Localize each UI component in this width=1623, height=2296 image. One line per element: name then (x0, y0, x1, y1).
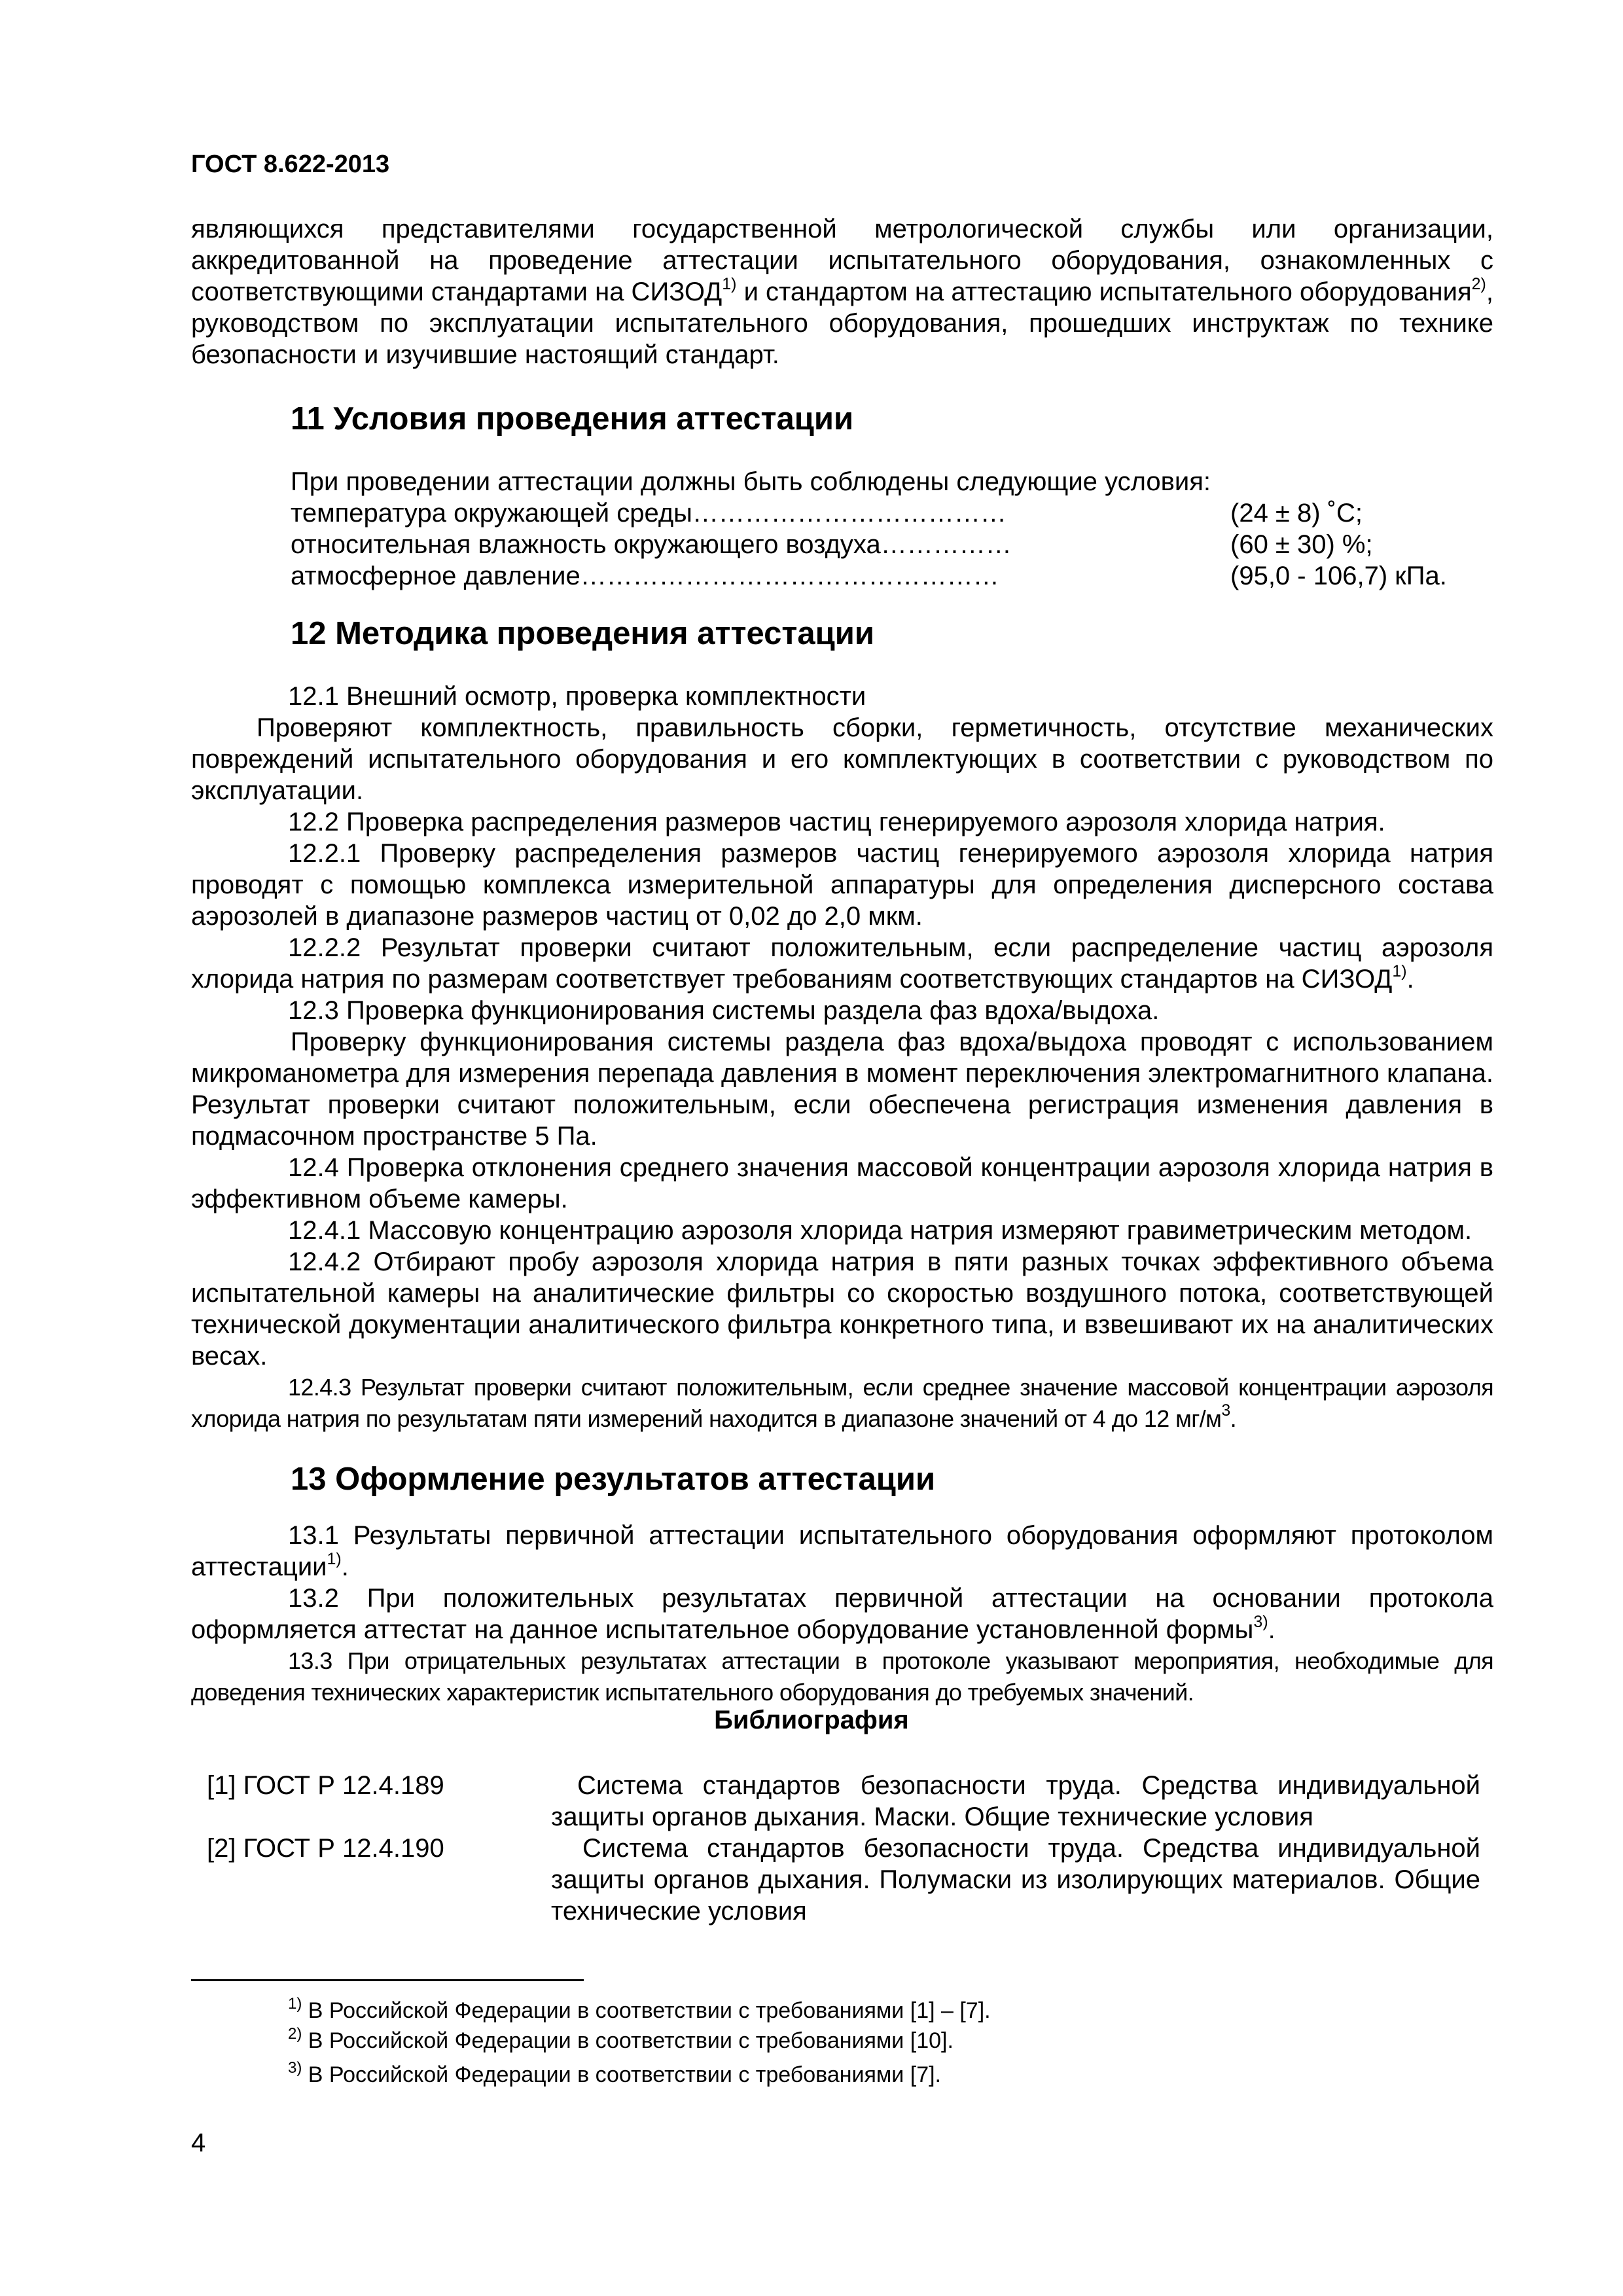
clause-text-end: . (1406, 965, 1414, 994)
clause-text: 12.4.3 Результат проверки считают положительным, если среднее значение массовой концентрации аэрозоля хлорида натрия по результатам пяти измерений находится в диапазоне значений от 4 до 12 мг/м (191, 1374, 1493, 1432)
footnote-mark: 1) (288, 1995, 302, 2013)
clause-13-3: 13.3 При отрицательных результатах аттестации в протоколе указывают мероприятия, необходимые для доведения технических характеристик испытательного оборудования до требуемых значений. (191, 1647, 1493, 1706)
condition-value: (24 ± 8) ˚С; (1230, 499, 1363, 528)
intro-paragraph (191, 213, 1493, 370)
clause-12-4-1: 12.4.1 Массовую концентрацию аэрозоля хлорида натрия измеряют гравиметрическим методом. (288, 1216, 1472, 1245)
clause-12-2-1: 12.2.1 Проверку распределения размеров частиц генерируемого аэрозоля хлорида натрия проводят с помощью комплекса измерительной аппаратуры для определения дисперсного состава аэрозолей в диапазоне размеров частиц от 0,02 до 2,0 мкм. (191, 839, 1493, 931)
page-number: 4 (191, 2128, 206, 2157)
condition-value: (95,0 - 106,7) кПа. (1230, 562, 1447, 590)
bibliography-description: Система стандартов безопасности труда. Средства индивидуальной защиты органов дыхания. Полумаски из изолирующих материалов. Общие технические условия (551, 1834, 1480, 1926)
clause-12-2: 12.2 Проверка распределения размеров частиц генерируемого аэрозоля хлорида натрия. (288, 808, 1385, 836)
condition-value: (60 ± 30) %; (1230, 530, 1373, 559)
section-13-title: 13 Оформление результатов аттестации (291, 1462, 936, 1497)
clause-13-2 (191, 1583, 1493, 1645)
clause-12-3: 12.3 Проверка функционирования системы раздела фаз вдоха/выдоха. (288, 996, 1160, 1025)
condition-label: температура окружающей среды……………………………… (291, 499, 1007, 528)
footnote-ref: 1) (722, 275, 737, 293)
clause-text: 13.2 При положительных результатах первичной аттестации на основании протокола оформляется аттестат на данное испытательное оборудование установленной формы (191, 1584, 1493, 1644)
intro-text-3: , руководством по эксплуатации испытательного оборудования, прошедших инструктаж по технике безопасности и изучившие настоящий стандарт. (191, 278, 1493, 369)
section-13-body (191, 1520, 1493, 1708)
section-12-title: 12 Методика проведения аттестации (291, 616, 874, 651)
bibliography-title: Библиография (714, 1706, 909, 1734)
footnote-mark: 3) (288, 2059, 302, 2077)
clause-13-1 (191, 1520, 1493, 1583)
footnote-ref: 1) (327, 1550, 342, 1568)
footnote-divider (191, 1979, 584, 1981)
condition-label: относительная влажность окружающего воздуха…………… (291, 530, 1012, 559)
condition-label: атмосферное давление………………………………………… (291, 562, 999, 590)
clause-12-3-text: Проверку функционирования системы раздела фаз вдоха/выдоха проводят с использованием микроманометра для измерения перепада давления в момент переключения электромагнитного клапана. Результат проверки считают положительным, если обеспечена регистрация изменения давления в подмасочном пространстве 5 Па. (191, 1028, 1493, 1151)
footnote-ref: 2) (1471, 275, 1486, 293)
bibliography-description: Система стандартов безопасности труда. Средства индивидуальной защиты органов дыхания. Маски. Общие технические условия (551, 1771, 1480, 1831)
clause-text-end: . (341, 1552, 349, 1581)
section-11-title: 11 Условия проведения аттестации (291, 401, 854, 437)
clause-12-4: 12.4 Проверка отклонения среднего значения массовой концентрации аэрозоля хлорида натрия в эффективном объеме камеры. (191, 1153, 1493, 1213)
bibliography-code: [1] ГОСТ Р 12.4.189 (207, 1771, 444, 1800)
document-header: ГОСТ 8.622-2013 (191, 151, 390, 178)
section-11-lead: При проведении аттестации должны быть соблюдены следующие условия: (291, 467, 1211, 496)
footnote-text: В Российской Федерации в соответствии с требованиями [7]. (302, 2062, 941, 2087)
clause-12-2-2 (191, 932, 1493, 995)
section-12-body (191, 681, 1493, 1435)
footnote-ref: 3) (1253, 1613, 1268, 1631)
clause-12-4-3 (191, 1372, 1493, 1435)
footnote-text: В Российской Федерации в соответствии с требованиями [10]. (302, 2028, 954, 2053)
clause-12-1: 12.1 Внешний осмотр, проверка комплектности (288, 682, 866, 711)
footnote-ref: 1) (1392, 962, 1407, 980)
bibliography-code: [2] ГОСТ Р 12.4.190 (207, 1834, 444, 1863)
intro-text-2: и стандартом на аттестацию испытательного оборудования (736, 278, 1472, 306)
footnote (288, 2059, 941, 2088)
footnote (288, 1995, 991, 2024)
footnote (288, 2025, 954, 2054)
clause-12-4-2: 12.4.2 Отбирают пробу аэрозоля хлорида натрия в пяти разных точках эффективного объема испытательной камеры на аналитические фильтры со скоростью воздушного потока, соответствующей технической документации аналитического фильтра конкретного типа, и взвешивают их на аналитических весах. (191, 1247, 1493, 1371)
footnote-mark: 2) (288, 2025, 302, 2043)
clause-text-end: . (1230, 1405, 1237, 1432)
superscript: 3 (1221, 1401, 1230, 1420)
clause-text: 13.1 Результаты первичной аттестации испытательного оборудования оформляют протоколом аттестации (191, 1521, 1493, 1581)
clause-12-1-text: Проверяют комплектность, правильность сборки, герметичность, отсутствие механических повреждений испытательного оборудования и его комплектующих в соответствии с руководством по эксплуатации. (191, 713, 1493, 805)
intro-text-1: являющихся представителями государственной метрологической службы или организации, аккредитованной на проведение аттестации испытательного оборудования, ознакомленных с соответствующими стандартами на СИЗОД (191, 215, 1493, 306)
clause-text-end: . (1268, 1615, 1275, 1644)
clause-text: 12.2.2 Результат проверки считают положительным, если распределение частиц аэрозоля хлорида натрия по размерам соответствует требованиям соответствующих стандартов на СИЗОД (191, 933, 1493, 994)
footnote-text: В Российской Федерации в соответствии с требованиями [1] – [7]. (302, 1998, 991, 2023)
